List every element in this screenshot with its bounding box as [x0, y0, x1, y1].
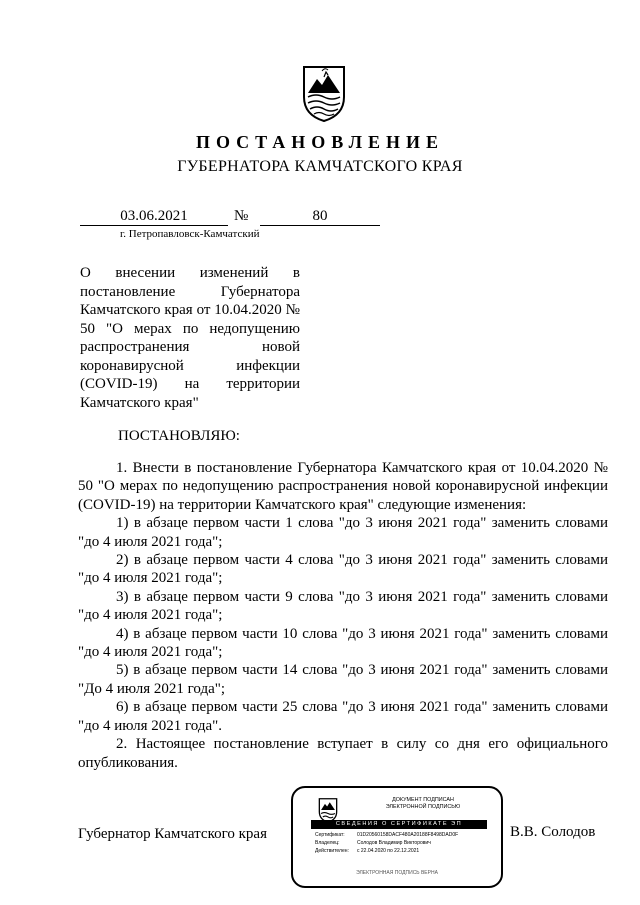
document-body — [78, 459, 608, 772]
signatory-name: В.В. Солодов — [510, 824, 596, 840]
document-subject: О внесении изменений в постановление Губернатора Камчатского края от 10.04.2020 № 50 "О мерах по недопущению распространения новой коронавирусной инфекции (COVID-19) на территории Камчатского края" — [80, 265, 300, 411]
stamp-bar: СВЕДЕНИЯ О СЕРТИФИКАТЕ ЭП — [311, 820, 487, 829]
document-date: 03.06.2021 — [80, 207, 228, 226]
date-number-line — [80, 207, 380, 227]
digital-signature-stamp — [291, 786, 503, 888]
body-paragraph: 6) в абзаце первом части 25 слова "до 3 июня 2021 года" заменить словами "до 4 июля 2021 года". — [78, 699, 608, 734]
stamp-footer: ЭЛЕКТРОННАЯ ПОДПИСЬ ВЕРНА — [356, 870, 438, 876]
coat-of-arms-icon — [300, 63, 348, 123]
body-paragraph: 3) в абзаце первом части 9 слова "до 3 июня 2021 года" заменить словами "до 4 июля 2021 года"; — [78, 588, 608, 624]
document-title: ПОСТАНОВЛЕНИЕ — [195, 132, 445, 152]
body-paragraph: 4) в абзаце первом части 10 слова "до 3 июня 2021 года" заменить словами "до 4 июля 2021 года"; — [78, 625, 608, 661]
body-paragraph: 1) в абзаце первом части 1 слова "до 3 июня 2021 года" заменить словами "до 4 июля 2021 года"; — [78, 515, 608, 550]
number-sign: № — [234, 208, 249, 224]
stamp-cert-row: Сертификат: 01D20560158DACF480A20188F8498DAD0F — [315, 832, 459, 838]
body-paragraph: 2. Настоящее постановление вступает в силу со дня его официального опубликования. — [78, 736, 608, 771]
body-paragraph: 5) в абзаце первом части 14 слова "до 3 июня 2021 года" заменить словами "До 4 июля 2021 года"; — [78, 662, 608, 697]
stamp-valid-row: Действителен: с 22.04.2020 по 22.12.2021 — [315, 848, 420, 854]
stamp-heading: ДОКУМЕНТ ПОДПИСАН ЭЛЕКТРОННОЙ ПОДПИСЬЮ — [385, 797, 461, 810]
document-subtitle: ГУБЕРНАТОРА КАМЧАТСКОГО КРАЯ — [177, 158, 463, 175]
city: г. Петропавловск-Камчатский — [120, 228, 260, 240]
signatory-position: Губернатор Камчатского края — [78, 826, 267, 842]
decree-word: ПОСТАНОВЛЯЮ: — [118, 428, 240, 444]
body-paragraph: 1. Внести в постановление Губернатора Камчатского края от 10.04.2020 № 50 "О мерах по недопущению распространения новой коронавирусной инфекции (COVID-19) на территории Камчатского края" следующие изменения: — [78, 460, 608, 513]
document-number: 80 — [260, 207, 380, 226]
stamp-owner-row: Владелец: Солодов Владимир Викторович — [315, 840, 431, 846]
body-paragraph: 2) в абзаце первом части 4 слова "до 3 июня 2021 года" заменить словами "до 4 июля 2021 года"; — [78, 552, 608, 587]
